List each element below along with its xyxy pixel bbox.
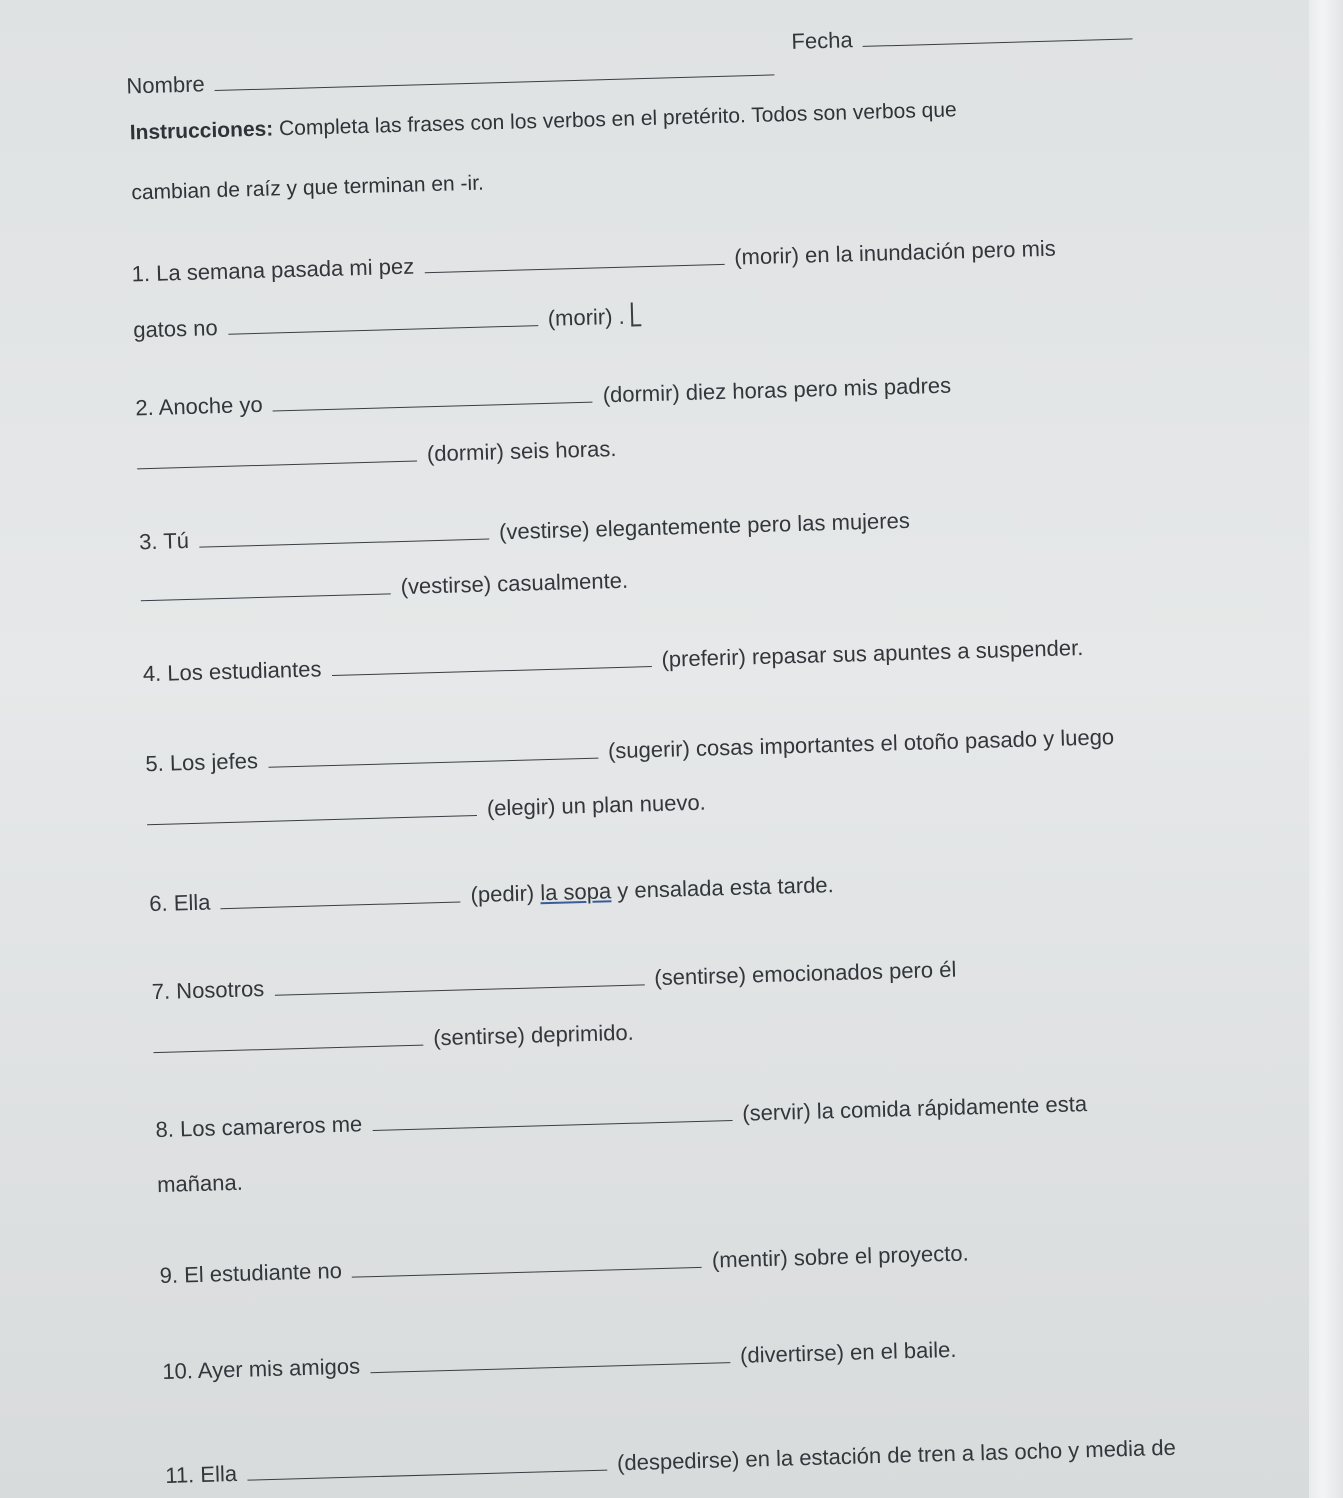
item-7-line-2 [153, 1017, 634, 1061]
item-number: 3. [138, 528, 158, 555]
answer-blank[interactable] [247, 1448, 608, 1481]
item-verb: (sentirse) deprimido. [432, 1019, 635, 1051]
instructions-text-2: cambian de raíz y que terminan en -ir. [131, 171, 485, 205]
item-6 [149, 869, 834, 919]
item-9 [159, 1237, 969, 1291]
item-before: El estudiante no [183, 1257, 343, 1288]
item-3-line-2 [140, 565, 628, 610]
item-verb-underlined: la sopa [539, 878, 612, 906]
item-before: La semana pasada mi pez [155, 253, 415, 286]
item-11 [165, 1432, 1176, 1491]
answer-blank[interactable] [268, 736, 599, 768]
item-5 [145, 721, 1115, 779]
nombre-label: Nombre [126, 71, 206, 99]
item-verb-pre: (pedir) [470, 880, 541, 908]
item-number: 4. [142, 660, 162, 687]
item-before: Anoche yo [158, 391, 263, 420]
fecha-blank[interactable] [862, 16, 1133, 47]
item-verb: (vestirse) casualmente. [400, 567, 629, 600]
item-verb: (dormir) diez horas pero mis padres [602, 372, 952, 408]
item-8 [155, 1088, 1087, 1145]
answer-blank[interactable] [274, 962, 644, 995]
item-verb: (dormir) seis horas. [426, 435, 617, 467]
answer-blank[interactable] [199, 517, 490, 548]
item-1 [131, 233, 1056, 290]
item-number: 8. [155, 1116, 175, 1143]
item-10 [162, 1334, 957, 1387]
answer-blank[interactable] [352, 1245, 703, 1278]
item-verb: (vestirse) elegantemente pero las mujeres [498, 507, 911, 545]
answer-blank[interactable] [370, 1340, 731, 1373]
item-before: gatos no [132, 315, 218, 343]
item-number: 6. [148, 890, 168, 917]
item-number: 11. [164, 1462, 195, 1488]
text-cursor-icon [630, 302, 641, 326]
item-verb: (despedirse) en la estación de tren a las ocho y media de [616, 1434, 1177, 1476]
item-before: Ella [199, 1460, 238, 1487]
answer-blank[interactable] [137, 439, 418, 470]
item-3 [139, 505, 910, 558]
nombre-blank[interactable] [214, 52, 774, 91]
fecha-row [791, 16, 1137, 57]
instructions-text-1: Completa las frases con los verbos en el pretérito. Todos son verbos que [278, 98, 957, 141]
answer-blank[interactable] [146, 793, 477, 825]
answer-blank[interactable] [372, 1098, 733, 1131]
item-number: 9. [159, 1262, 179, 1289]
item-verb: (morir) . [547, 303, 626, 331]
item-number: 10. [162, 1358, 194, 1384]
item-verb: (servir) la comida rápidamente esta [741, 1091, 1088, 1126]
item-verb: (preferir) repasar sus apuntes a suspender. [661, 635, 1084, 672]
item-verb: (sentirse) emocionados pero él [653, 956, 957, 991]
answer-blank[interactable] [272, 380, 593, 412]
item-before: Los jefes [169, 748, 259, 776]
answer-blank[interactable] [140, 571, 391, 601]
item-number: 7. [151, 978, 171, 1005]
item-verb: (mentir) sobre el proyecto. [711, 1240, 969, 1273]
instructions-line-2 [131, 169, 484, 209]
instructions-line-1 [129, 95, 957, 148]
answer-blank[interactable] [153, 1023, 424, 1054]
item-2-line-2 [137, 433, 617, 477]
item-before: Ella [173, 889, 211, 916]
answer-blank[interactable] [227, 303, 538, 335]
item-verb: (divertirse) en el baile. [739, 1336, 957, 1368]
item-before: Los camareros me [179, 1111, 363, 1142]
item-continuation: mañana. [156, 1169, 244, 1198]
item-verb-post: y ensalada esta tarde. [610, 872, 835, 904]
item-number: 1. [131, 260, 151, 287]
name-row [126, 52, 779, 101]
answer-blank[interactable] [331, 644, 652, 676]
item-5-line-2 [146, 787, 706, 834]
item-7 [151, 954, 956, 1007]
item-number: 5. [145, 750, 165, 777]
item-1-line-2 [133, 300, 641, 345]
item-before: Los estudiantes [166, 656, 322, 686]
item-8-line-2 [157, 1168, 243, 1200]
item-verb: (morir) en la inundación pero mis [733, 235, 1057, 270]
item-before: Ayer mis amigos [197, 1353, 361, 1384]
item-2 [135, 370, 952, 424]
item-verb: (elegir) un plan nuevo. [486, 789, 707, 821]
answer-blank[interactable] [424, 242, 725, 273]
item-number: 2. [135, 394, 155, 421]
item-before: Nosotros [175, 976, 265, 1004]
fecha-label: Fecha [791, 27, 853, 54]
item-4 [142, 632, 1083, 689]
item-verb: (sugerir) cosas importantes el otoño pasado y luego [607, 724, 1115, 764]
answer-blank[interactable] [220, 879, 461, 909]
instructions-lead: Instrucciones: [129, 117, 274, 145]
item-before: Tú [162, 527, 190, 554]
